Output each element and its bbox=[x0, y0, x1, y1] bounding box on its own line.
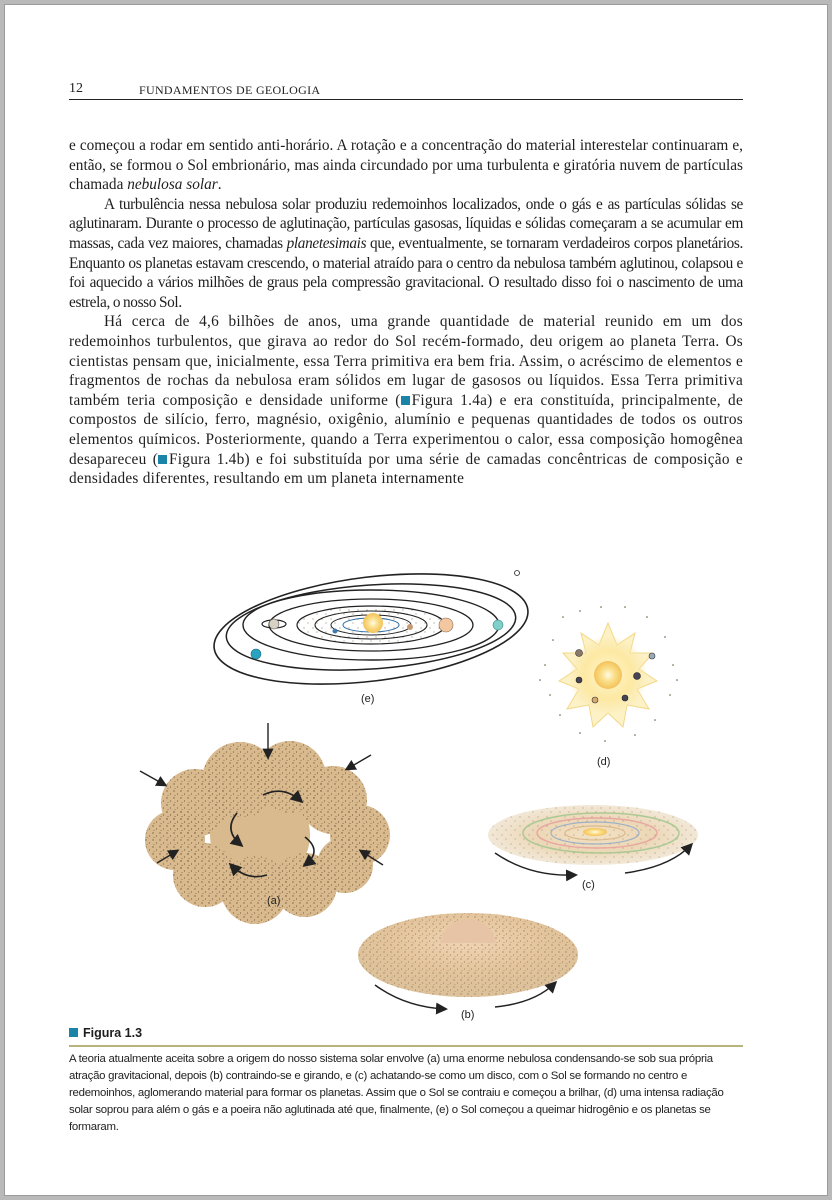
panel-label-c: (c) bbox=[582, 879, 595, 891]
panel-e-solar-system bbox=[208, 558, 534, 700]
figure-1-3 bbox=[5, 545, 827, 1025]
panel-label-b: (b) bbox=[461, 1009, 475, 1021]
paragraph-3: Há cerca de 4,6 bilhões de anos, uma grande quantidade de material reunido em um dos redemoinhos turbulentos, que girava ao redor do Sol recém-formado, deu origem ao planeta Terra. Os cientistas pensam que, inicialmente, essa Terra primitiva era bem fria. Assim, o acréscimo de elementos e fragmentos de rochas da nebulosa eram sólidos em lugar de gasosos ou líquidos. Essa Terra primitiva também teria composição e densidade uniforme ( Figura 1.4a) e era constituída, principalmente, de compostos de silício, ferro, magnésio, oxigênio, alumínio e pequenas quantidades de todos os outros elementos químicos. Posteriormente, quando a Terra experimentou o calor, essa composição homogênea desapareceu ( Figura 1.4b) e foi substituída por uma série de camadas concêntricas de composição e densidades diferentes, resultando em um planeta internamente bbox=[69, 313, 743, 488]
caption-square-icon bbox=[69, 1028, 78, 1037]
figure-illustration bbox=[5, 545, 827, 1025]
panel-d-young-sun bbox=[539, 606, 678, 742]
panel-label-a: (a) bbox=[267, 895, 281, 907]
term-planetesimais: planetesimais bbox=[286, 234, 367, 252]
panel-label-e: (e) bbox=[361, 693, 375, 705]
panel-c-flat-disk bbox=[488, 805, 698, 875]
figure-caption-text: A teoria atualmente aceita sobre a origem do nosso sistema solar envolve (a) uma enorme nebulosa condensando-se sob sua própria atração gravitacional, depois (b) contraindo-se e girando, e (c) achatando-se como um disco, com o Sol se formando no centro e redemoinhos, aglomerando material para formar os planetas. Assim que o Sol se contraiu e começou a brilhar, (d) uma intensa radiação solar soprou para além o gás e a poeira não aglutinada até que, finalmente, (e) o Sol começou a queimar hidrogênio e os planetas se formaram. bbox=[69, 1053, 724, 1133]
caption-divider bbox=[69, 1045, 743, 1047]
panel-b-contracting-cloud bbox=[358, 913, 578, 1009]
figure-ref-square-icon bbox=[401, 396, 410, 405]
book-title: FUNDAMENTOS DE GEOLOGIA bbox=[139, 83, 321, 97]
book-page bbox=[4, 4, 828, 1196]
panel-label-d: (d) bbox=[597, 756, 611, 768]
figure-ref-1-4a[interactable]: Figura 1.4a bbox=[411, 391, 488, 409]
term-nebulosa-solar: nebulosa solar bbox=[127, 176, 218, 194]
page-number: 12 bbox=[69, 81, 83, 96]
paragraph-1: e começou a rodar em sentido anti-horário. A rotação e a concentração do material interestelar continuaram e, então, se formou o Sol embrionário, mas ainda circundado por uma turbulenta e giratória nuvem de partículas chamada nebulosa solar. bbox=[69, 137, 743, 194]
figure-ref-square-icon bbox=[158, 455, 167, 464]
paragraph-2: A turbulência nessa nebulosa solar produziu redemoinhos localizados, onde o gás e as partículas sólidas se aglutinaram. Durante o processo de aglutinação, partículas gasosas, líquidas e sólidas começaram a se acumular em massas, cada vez maiores, chamadas planetesimais que, eventualmente, se tornaram verdadeiros corpos planetários. Enquanto os planetas estavam crescendo, o material atraído para o centro da nebulosa também aglutinou, colapsou e foi aquecido a vários milhões de graus pela compressão gravitacional. O resultado disso foi o nascimento de uma estrela, o nosso Sol. bbox=[69, 195, 743, 311]
figure-caption-title: Figura 1.3 bbox=[69, 1026, 142, 1040]
running-header bbox=[69, 79, 743, 100]
panel-a-nebula-cloud bbox=[140, 723, 390, 924]
body-text bbox=[69, 136, 743, 489]
figure-ref-1-4b[interactable]: Figura 1.4b bbox=[169, 450, 245, 468]
